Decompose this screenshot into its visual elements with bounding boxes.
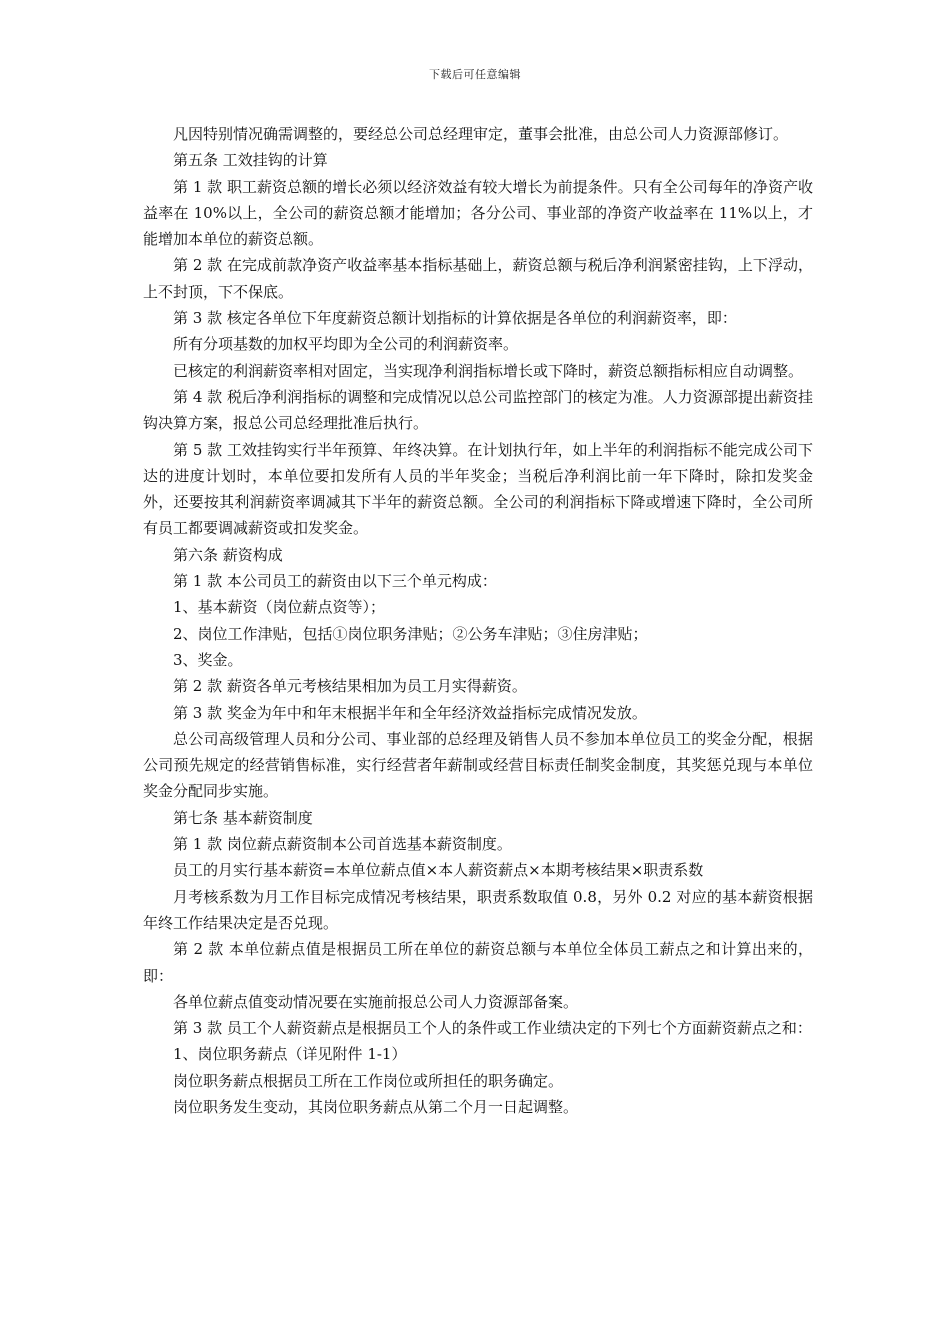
paragraph: 第 2 款 薪资各单元考核结果相加为员工月实得薪资。 [173, 677, 527, 696]
paragraph: 第 2 款 在完成前款净资产收益率基本指标基础上，薪资总额与税后净利润紧密挂钩，上下浮动，上不封顶，下不保底。 [143, 256, 813, 301]
paragraph: 岗位职务发生变动，其岗位职务薪点从第二个月一日起调整。 [173, 1097, 579, 1116]
paragraph: 岗位职务薪点根据员工所在工作岗位或所担任的职务确定。 [173, 1071, 564, 1090]
paragraph: 第 1 款 岗位薪点薪资制本公司首选基本薪资制度。 [173, 835, 512, 854]
paragraph: 总公司高级管理人员和分公司、事业部的总经理及销售人员不参加本单位员工的奖金分配，根据公司预先规定的经营销售标准，实行经营者年薪制或经营目标责任制奖金制度，其奖惩兑现与本单位奖金分配同步实施。 [143, 729, 813, 801]
paragraph: 第 3 款 员工个人薪资薪点是根据员工个人的条件或工作业绩决定的下列七个方面薪资薪点之和： [173, 1019, 812, 1038]
article-heading: 第六条 薪资构成 [173, 545, 283, 564]
paragraph: 所有分项基数的加权平均即为全公司的利润薪资率。 [173, 335, 519, 354]
paragraph: 各单位薪点值变动情况要在实施前报总公司人力资源部备案。 [173, 992, 579, 1011]
list-item: 2、岗位工作津贴，包括①岗位职务津贴；②公务车津贴；③住房津贴； [173, 624, 648, 643]
paragraph: 已核定的利润薪资率相对固定，当实现净利润指标增长或下降时，薪资总额指标相应自动调整。 [173, 361, 804, 380]
page-header: 下载后可任意编辑 [429, 68, 521, 81]
paragraph: 月考核系数为月工作目标完成情况考核结果，职责系数取值 0.8，另外 0.2 对应的基本薪资根据年终工作结果决定是否兑现。 [143, 887, 813, 932]
paragraph: 第 4 款 税后净利润指标的调整和完成情况以总公司监控部门的核定为准。人力资源部提出薪资挂钩决算方案，报总公司总经理批准后执行。 [143, 387, 813, 433]
list-item: 1、岗位职务薪点（详见附件 1-1） [173, 1045, 407, 1064]
article-heading: 第五条 工效挂钩的计算 [173, 151, 328, 170]
paragraph: 第 3 款 奖金为年中和年末根据半年和全年经济效益指标完成情况发放。 [173, 703, 647, 722]
paragraph: 第 1 款 本公司员工的薪资由以下三个单元构成： [173, 572, 497, 591]
list-item: 3、奖金。 [173, 650, 243, 669]
article-heading: 第七条 基本薪资制度 [173, 808, 313, 827]
paragraph: 凡因特别情况确需调整的，要经总公司总经理审定，董事会批准，由总公司人力资源部修订。 [173, 125, 789, 143]
paragraph: 第 1 款 职工薪资总额的增长必须以经济效益有较大增长为前提条件。只有全公司每年的净资产收益率在 10%以上，全公司的薪资总额才能增加；各分公司、事业部的净资产收益率在 11%以上，才能增加本单位的薪资总额。 [143, 177, 813, 249]
paragraph: 第 5 款 工效挂钩实行半年预算、年终决算。在计划执行年，如上半年的利润指标不能完成公司下达的进度计划时，本单位要扣发所有人员的半年奖金；当税后净利润比前一年下降时，除扣发奖金外，还要按其利润薪资率调减其下半年的薪资总额。全公司的利润指标下降或增速下降时，全公司所有员工都要调减薪资或扣发奖金。 [143, 440, 813, 538]
paragraph: 员工的月实行基本薪资=本单位薪点值×本人薪资薪点×本期考核结果×职责系数 [173, 861, 704, 880]
paragraph: 第 2 款 本单位薪点值是根据员工所在单位的薪资总额与本单位全体员工薪点之和计算出来的，即： [143, 940, 813, 985]
paragraph: 第 3 款 核定各单位下年度薪资总额计划指标的计算依据是各单位的利润薪资率，即： [173, 309, 737, 328]
document-body [143, 121, 813, 1120]
list-item: 1、基本薪资（岗位薪点资等）； [173, 598, 386, 617]
